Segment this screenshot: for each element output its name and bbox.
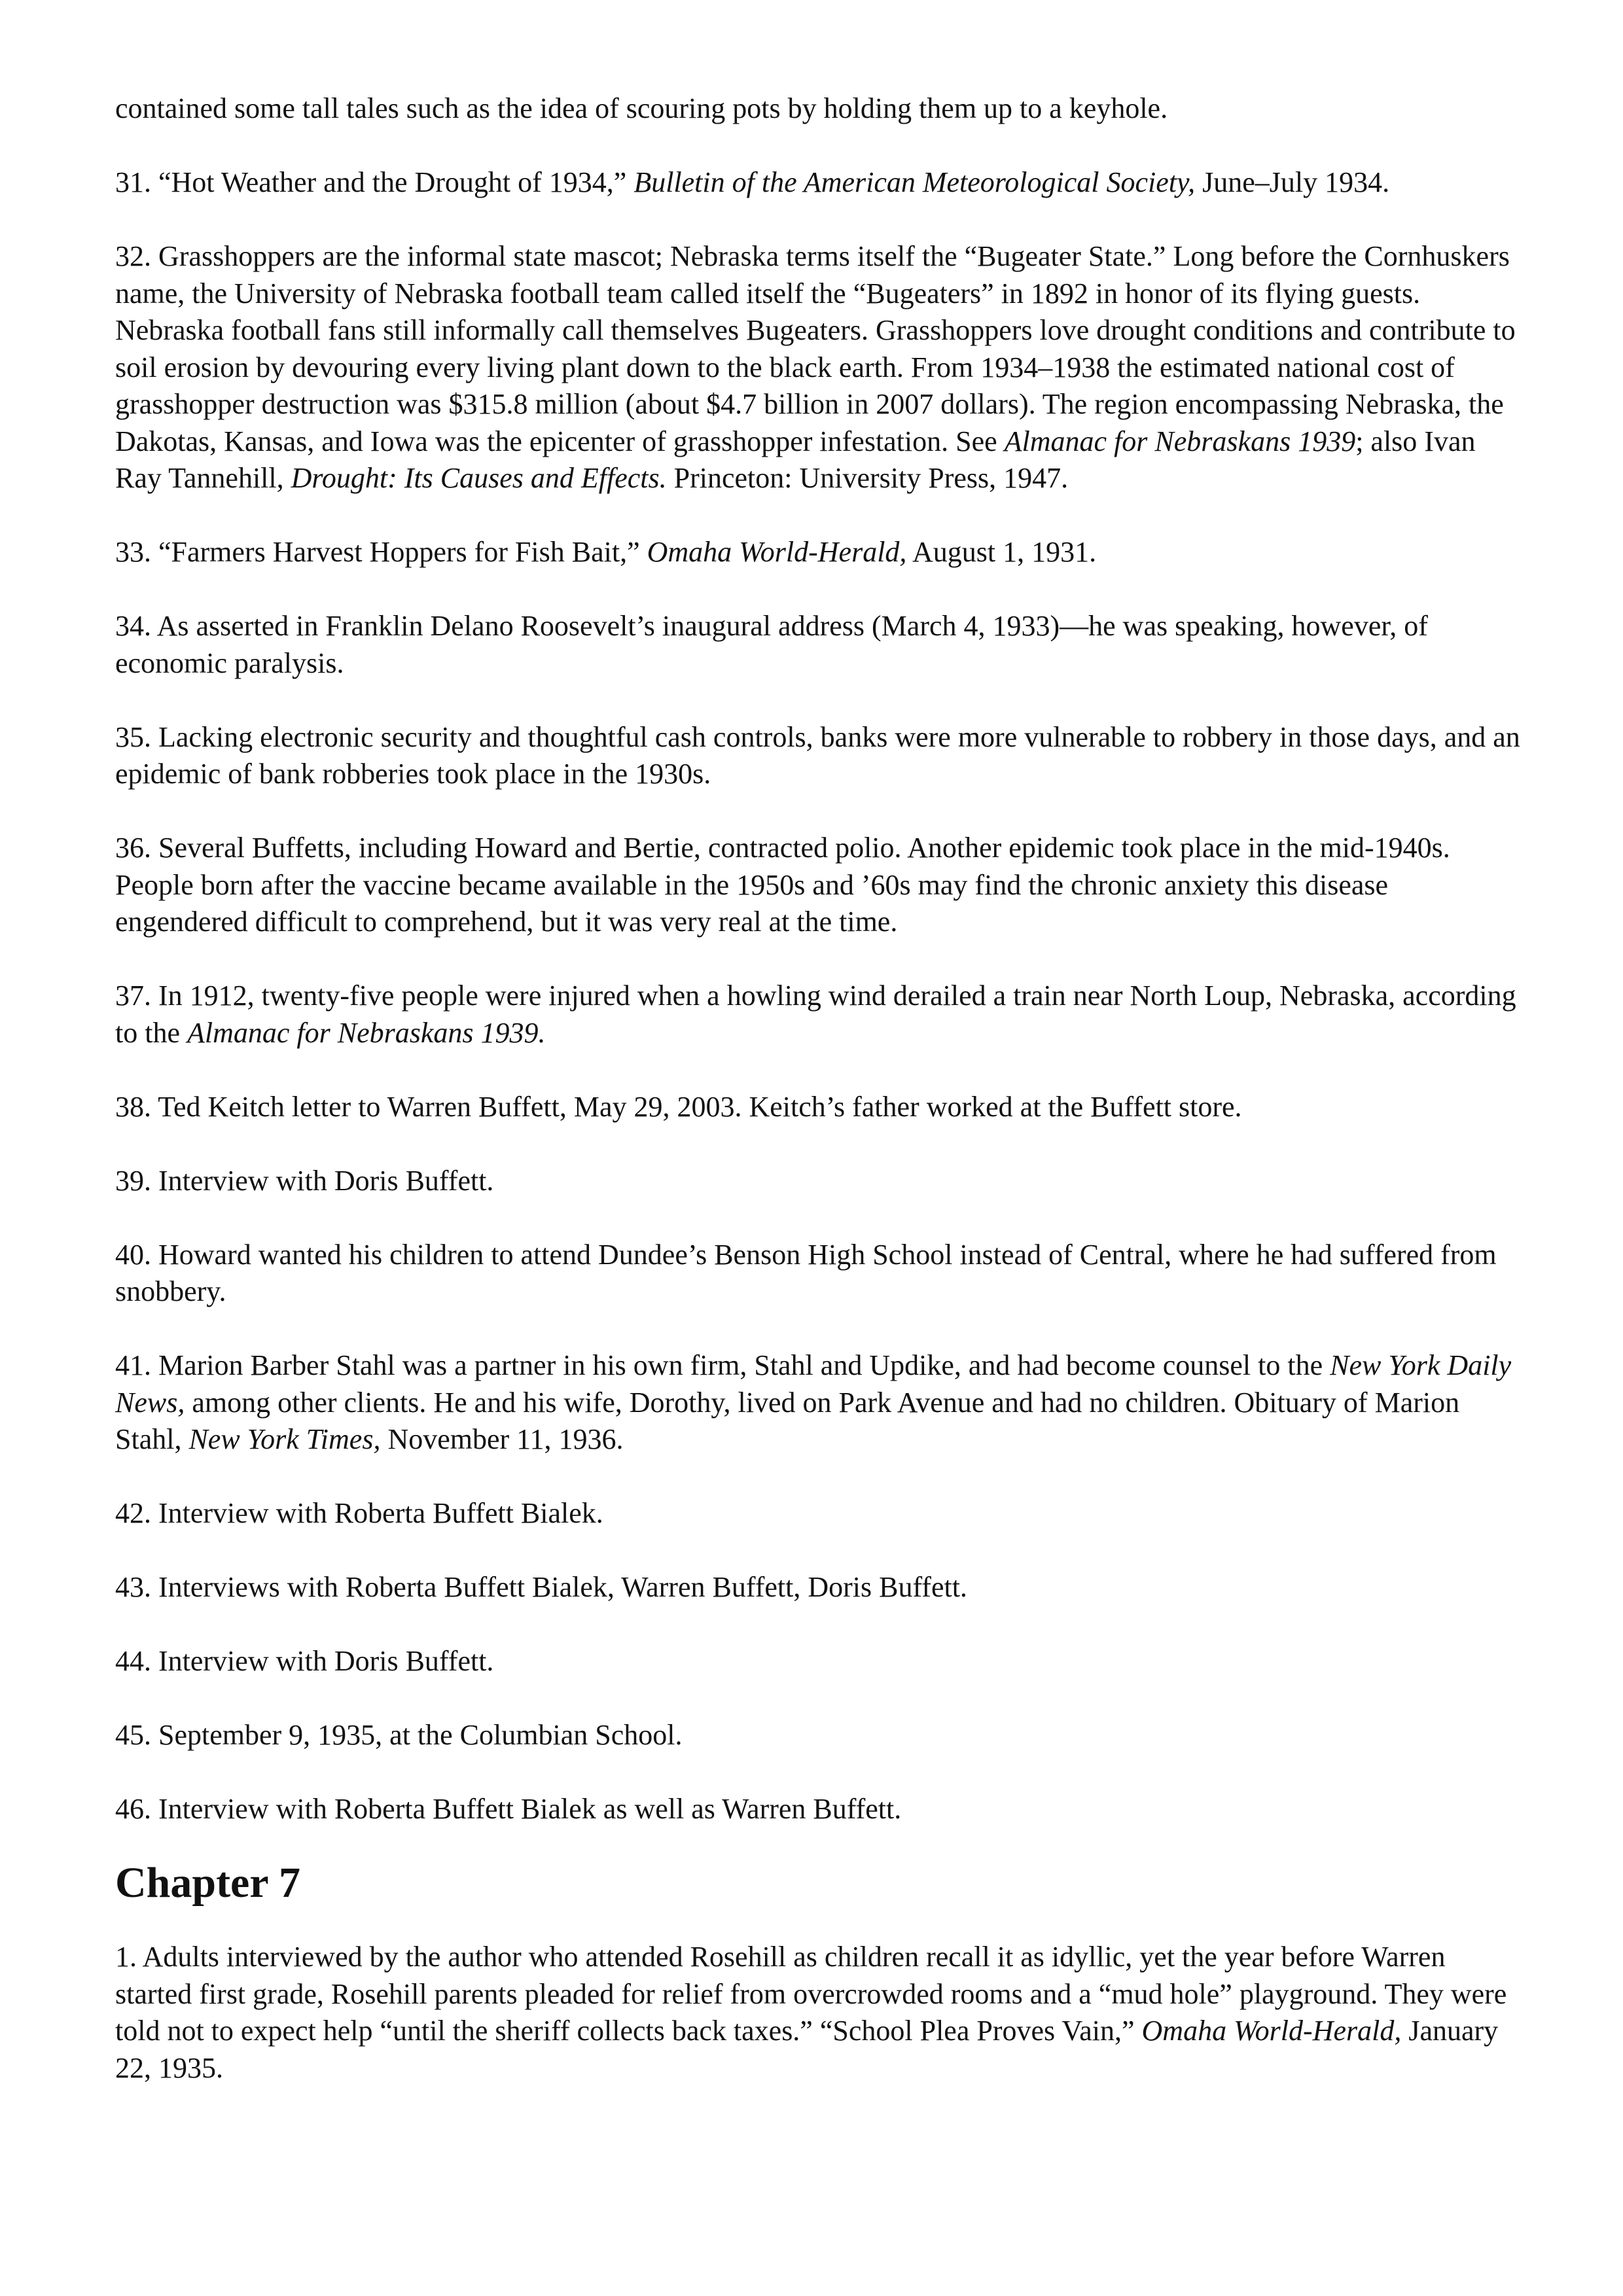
footnote-paragraph — [115, 1495, 1522, 1532]
footnote-paragraph — [115, 1163, 1522, 1200]
text-run: 44. Interview with Doris Buffett. — [115, 1645, 494, 1677]
footnote-paragraph — [115, 1643, 1522, 1680]
footnote-paragraph — [115, 1939, 1522, 2087]
text-run: 37. In 1912, twenty-five people were injured when a howling wind derailed a train near North Loup, Nebraska, according to the — [115, 980, 1516, 1049]
text-run: January 22, 1935. — [115, 2015, 1499, 2084]
footnote-paragraph — [115, 1791, 1522, 1828]
footnote-paragraph — [115, 830, 1522, 941]
footnote-paragraph — [115, 90, 1522, 128]
footnote-paragraph — [115, 719, 1522, 793]
footnote-paragraph — [115, 1237, 1522, 1311]
italic-citation: New York Times, — [188, 1423, 381, 1455]
footnote-paragraph — [115, 1347, 1522, 1458]
text-run: 40. Howard wanted his children to attend Dundee’s Benson High School instead of Central, where he had suffered from snobbery. — [115, 1238, 1497, 1307]
italic-citation: Omaha World-Herald, — [647, 536, 907, 568]
text-run: 1. Adults interviewed by the author who attended Rosehill as children recall it as idyllic, yet the year before Warren started first grade, Rosehill parents pleaded for relief from overcrowded rooms and a “mud hole” playground. They were told not to expect help “until the sheriff collects back taxes.” “School Plea Proves Vain,” — [115, 1941, 1507, 2047]
text-run: Princeton: University Press, 1947. — [666, 462, 1069, 494]
text-run: 36. Several Buffetts, including Howard and Bertie, contracted polio. Another epidemic took place in the mid-1940s. People born after the vaccine became available in the 1950s and ’60s may find the chronic anxiety this disease engendered difficult to comprehend, but it was very real at the time. — [115, 832, 1450, 938]
text-run: 39. Interview with Doris Buffett. — [115, 1164, 494, 1197]
text-run: 32. Grasshoppers are the informal state mascot; Nebraska terms itself the “Bugeater State.” Long before the Cornhuskers name, the University of Nebraska football team called itself the “Bugeaters” in 1892 in honor of its flying guests. Nebraska football fans still informally call themselves Bugeaters. Grasshoppers love drought conditions and contribute to soil erosion by devouring every living plant down to the black earth. From 1934–1938 the estimated national cost of grasshopper destruction was $315.8 million (about $4.7 billion in 2007 dollars). The region encompassing Nebraska, the Dakotas, Kansas, and Iowa was the epicenter of grasshopper infestation. See — [115, 240, 1516, 457]
footnote-paragraph — [115, 608, 1522, 682]
text-run: 33. “Farmers Harvest Hoppers for Fish Bait,” — [115, 536, 647, 568]
text-run: among other clients. He and his wife, Dorothy, lived on Park Avenue and had no children. Obituary of Marion Stahl, — [115, 1386, 1460, 1455]
text-run: 45. September 9, 1935, at the Columbian School. — [115, 1719, 683, 1751]
footnote-paragraph — [115, 1569, 1522, 1606]
footnote-paragraph — [115, 238, 1522, 497]
text-run: November 11, 1936. — [380, 1423, 624, 1455]
italic-citation: Almanac for Nebraskans 1939. — [187, 1016, 546, 1049]
footnote-paragraph — [115, 164, 1522, 202]
text-run: 41. Marion Barber Stahl was a partner in his own firm, Stahl and Updike, and had become counsel to the — [115, 1349, 1330, 1381]
text-run: June–July 1934. — [1195, 166, 1390, 198]
text-run: Chapter 7 — [115, 1859, 300, 1907]
text-run: 35. Lacking electronic security and thoughtful cash controls, banks were more vulnerable to robbery in those days, and an epidemic of bank robberies took place in the 1930s. — [115, 720, 1520, 790]
italic-citation: Omaha World-Herald, — [1141, 2015, 1402, 2047]
text-run: 31. “Hot Weather and the Drought of 1934,” — [115, 166, 634, 198]
document-page — [115, 90, 1522, 2087]
italic-citation: New York Daily News, — [115, 1349, 1512, 1419]
text-run: 46. Interview with Roberta Buffett Bialek as well as Warren Buffett. — [115, 1793, 902, 1825]
text-run: ; also Ivan Ray Tannehill, — [115, 425, 1476, 494]
text-run: contained some tall tales such as the idea of scouring pots by holding them up to a keyhole. — [115, 92, 1168, 124]
italic-citation: Bulletin of the American Meteorological Society, — [633, 166, 1196, 198]
text-run: 43. Interviews with Roberta Buffett Bialek, Warren Buffett, Doris Buffett. — [115, 1571, 967, 1603]
text-run: August 1, 1931. — [906, 536, 1097, 568]
chapter-heading — [115, 1859, 1522, 1907]
footnote-paragraph — [115, 534, 1522, 571]
footnote-paragraph — [115, 978, 1522, 1051]
text-run: 38. Ted Keitch letter to Warren Buffett, May 29, 2003. Keitch’s father worked at the Buffett store. — [115, 1090, 1242, 1123]
text-run: 34. As asserted in Franklin Delano Roosevelt’s inaugural address (March 4, 1933)—he was speaking, however, of economic paralysis. — [115, 610, 1428, 679]
footnote-paragraph — [115, 1717, 1522, 1754]
footnote-paragraph — [115, 1089, 1522, 1126]
italic-citation: Drought: Its Causes and Effects. — [291, 462, 667, 494]
text-run: 42. Interview with Roberta Buffett Bialek. — [115, 1497, 603, 1529]
italic-citation: Almanac for Nebraskans 1939 — [1004, 425, 1356, 457]
